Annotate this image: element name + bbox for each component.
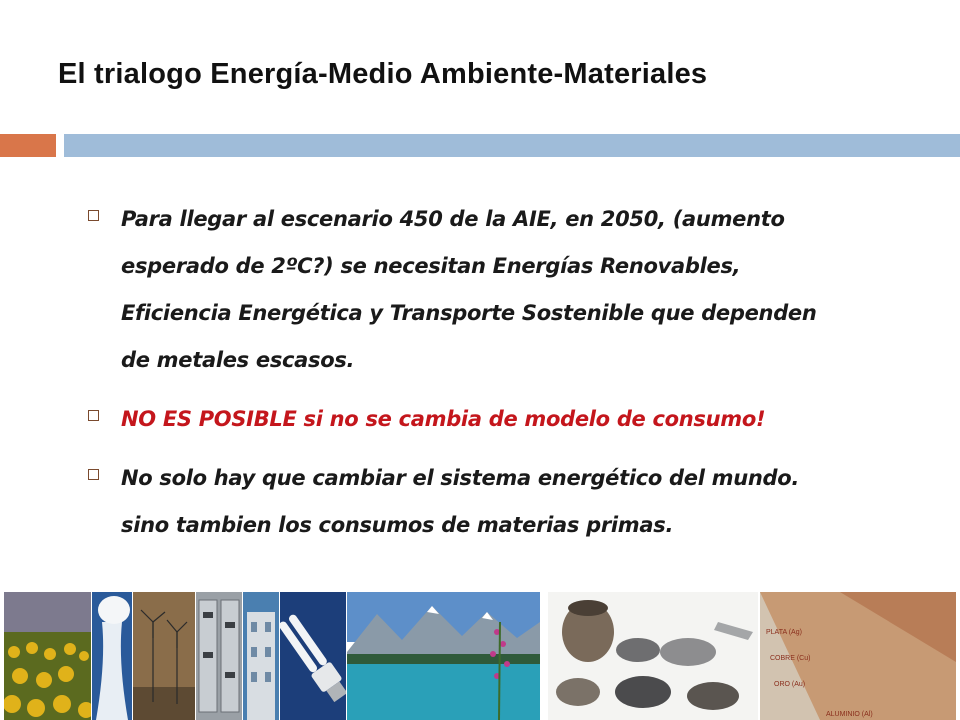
light-bulb-image [280, 592, 346, 720]
sunflower-field-image [4, 592, 91, 720]
cooling-tower-image [92, 592, 132, 720]
metal-sheets-image [760, 592, 956, 720]
cobre-label: COBRE (Cu) [770, 655, 811, 662]
aluminio-label: ALUMINIO (Al) [826, 711, 873, 718]
raw-materials-image [548, 592, 758, 720]
square-bullet-icon [88, 210, 99, 221]
oro-label: ORO (Au) [774, 681, 806, 688]
bullet-text: Para llegar al escenario 450 de la AIE, en 2050, (aumento esperado de 2ºC?) se necesitan Energías Renovables, Eficiencia Energética y Transporte Sostenible que dependen de metales escasos. [121, 207, 817, 372]
mountain-lake-image [347, 592, 540, 720]
bullet-item [88, 196, 848, 384]
wind-turbines-image [133, 592, 195, 720]
accent-bar-blue [64, 134, 960, 157]
bullet-item [88, 455, 848, 549]
square-bullet-icon [88, 469, 99, 480]
bullet-text: No solo hay que cambiar el sistema energético del mundo. sino tambien los consumos de materias primas. [121, 466, 800, 537]
bullet-text-highlight: NO ES POSIBLE si no se cambia de modelo de consumo! [121, 407, 766, 431]
bullet-list [88, 196, 848, 561]
bullet-item [88, 396, 848, 443]
plata-label: PLATA (Ag) [766, 629, 802, 636]
accent-bar-orange [0, 134, 56, 157]
building-image [243, 592, 279, 720]
electrical-panel-image [196, 592, 242, 720]
slide-title: El trialogo Energía-Medio Ambiente-Materiales [58, 58, 708, 90]
photo-strip [0, 592, 960, 720]
square-bullet-icon [88, 410, 99, 421]
